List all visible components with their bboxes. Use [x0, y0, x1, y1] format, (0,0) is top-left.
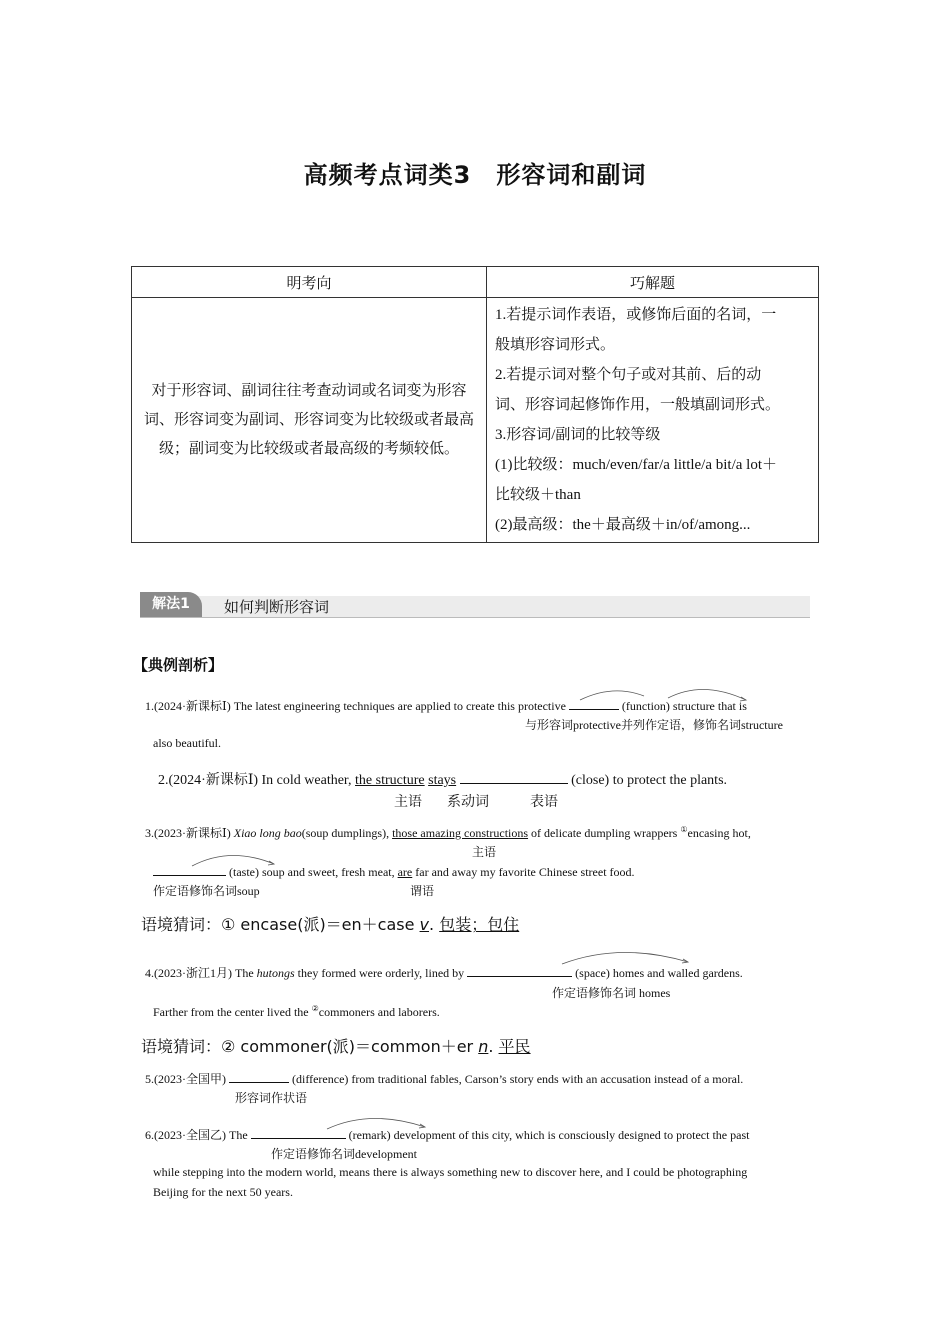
- q2-hint: (close) to protect the plants.: [567, 773, 728, 788]
- q1-text: 1.(2024·新课标Ⅰ) The latest engineering techniques are applied to create this protective: [145, 699, 569, 713]
- q4-line2-post: commoners and laborers.: [318, 1005, 440, 1019]
- q6-text: 6.(2023·全国乙) The: [145, 1128, 251, 1142]
- q1-annotation: 与形容词protective并列作定语，修饰名词structure: [525, 718, 783, 732]
- tip-line: 1.若提示词作表语，或修饰后面的名词，一: [495, 307, 777, 323]
- q2-note-verb: 系动词: [447, 795, 489, 810]
- q3-marker-1: ①: [680, 825, 688, 834]
- guess1-text: 语境猜词：① encase(派)＝en＋case: [141, 915, 420, 934]
- q2-subject: the structure: [355, 773, 425, 788]
- q6-arc-arrow: [325, 1115, 435, 1133]
- question-4-line-2: [153, 1004, 440, 1020]
- tip-line: 3.形容词/副词的比较等级: [495, 427, 661, 443]
- guess2-meaning: 平民: [498, 1037, 531, 1056]
- guess1-pos: v: [419, 915, 430, 934]
- context-guess-1: [141, 912, 519, 935]
- q4-line2-text: Farther from the center lived the: [153, 1005, 312, 1019]
- section-heading: 【典例剖析】: [133, 656, 224, 674]
- q5-text: 5.(2023·全国甲): [145, 1072, 229, 1086]
- question-6-line-3: Beijing for the next 50 years.: [153, 1185, 293, 1199]
- q1-hint: (function) structure that is: [618, 699, 747, 713]
- guess2-pos: n: [478, 1037, 489, 1056]
- tip-line: (2)最高级：the＋最高级＋in/of/among...: [495, 517, 751, 533]
- table-header-right: 巧解题: [487, 267, 819, 298]
- q4-text: 4.(2023·浙江1月) The: [145, 966, 257, 980]
- q5-annotation: 形容词作状语: [235, 1091, 308, 1105]
- q4-text-mid: they formed were orderly, lined by: [294, 966, 468, 980]
- question-1-line-2: also beautiful.: [153, 736, 221, 750]
- strategy-table: [131, 266, 819, 543]
- guess1-dot: .: [429, 915, 440, 934]
- guess2-dot: .: [488, 1037, 499, 1056]
- q5-blank[interactable]: [229, 1070, 289, 1083]
- q3-italic-term: Xiao long bao: [233, 826, 302, 840]
- tip-line: (1)比较级：much/even/far/a little/a bit/a lot＋: [495, 457, 778, 473]
- q4-arc-arrow: [560, 948, 700, 968]
- q6-annotation: 作定语修饰名词development: [271, 1147, 417, 1161]
- q3-line2-text: (taste) soup and sweet, fresh meat,: [226, 865, 398, 879]
- q4-blank[interactable]: [467, 964, 572, 977]
- q3-note-attr: 作定语修饰名词soup: [153, 884, 260, 898]
- q3-note-pred: 谓语: [410, 884, 435, 898]
- q3-note-subject: 主语: [472, 845, 497, 859]
- q4-hint: (space) homes and walled gardens.: [572, 966, 743, 980]
- table-header-left: 明考向: [132, 267, 487, 298]
- q1-arc-arrow: [578, 686, 778, 706]
- context-guess-2: [141, 1034, 531, 1057]
- q3-subject: those amazing constructions: [392, 826, 529, 840]
- q4-marker-2: ②: [311, 1004, 319, 1013]
- q3-text: 3.(2023·新课标Ⅰ): [145, 826, 234, 840]
- q4-italic-term: hutongs: [256, 966, 295, 980]
- q6-hint: (remark) development of this city, which is consciously designed to protect the past: [345, 1128, 750, 1142]
- q3-text-post: of delicate dumpling wrappers: [528, 826, 681, 840]
- page-title: 高频考点词类3 形容词和副词: [303, 161, 647, 189]
- q3-text-mid: (soup dumplings),: [301, 826, 393, 840]
- q3-line2-post: far and away my favorite Chinese street food.: [412, 865, 635, 879]
- solving-tips: [487, 298, 819, 543]
- question-6-line-1: [145, 1126, 749, 1143]
- tip-line: 比较级＋than: [495, 487, 581, 503]
- question-3-line-1: [145, 824, 751, 841]
- q2-verb: stays: [428, 773, 457, 788]
- q4-annotation: 作定语修饰名词 homes: [552, 986, 671, 1000]
- q2-note-predicative: 表语: [530, 795, 558, 810]
- question-6-line-2: while stepping into the modern world, means there is always something new to discover here, and I could be photographing: [153, 1165, 748, 1179]
- q2-note-subject: 主语: [394, 795, 422, 810]
- q3-verb: are: [397, 865, 413, 879]
- guess2-text: 语境猜词：② commoner(派)＝common＋er: [141, 1037, 479, 1056]
- tip-line: 般填形容词形式。: [495, 337, 616, 353]
- exam-direction-text: 对于形容词、副词往往考查动词或名词变为形容词、形容词变为副词、形容词变为比较级或者最高级；副词变为比较级或者最高级的考频较低。: [132, 298, 487, 543]
- method-tag: 解法1: [140, 592, 202, 617]
- method-banner: [140, 592, 810, 618]
- q5-hint: (difference) from traditional fables, Carson’s story ends with an accusation instead of a moral.: [289, 1072, 744, 1086]
- q3-arc-arrow: [190, 852, 290, 870]
- q2-blank[interactable]: [460, 771, 568, 784]
- q3-text-post2: encasing hot,: [687, 826, 751, 840]
- method-label: 如何判断形容词: [224, 598, 330, 616]
- q2-text: 2.(2024·新课标Ⅰ) In cold weather,: [158, 773, 356, 788]
- question-5: [145, 1070, 743, 1087]
- tip-line: 2.若提示词对整个句子或对其前、后的动: [495, 367, 762, 383]
- guess1-meaning: 包装；包住: [439, 915, 520, 934]
- question-2: [158, 769, 727, 789]
- tip-line: 词、形容词起修饰作用，一般填副词形式。: [495, 397, 781, 413]
